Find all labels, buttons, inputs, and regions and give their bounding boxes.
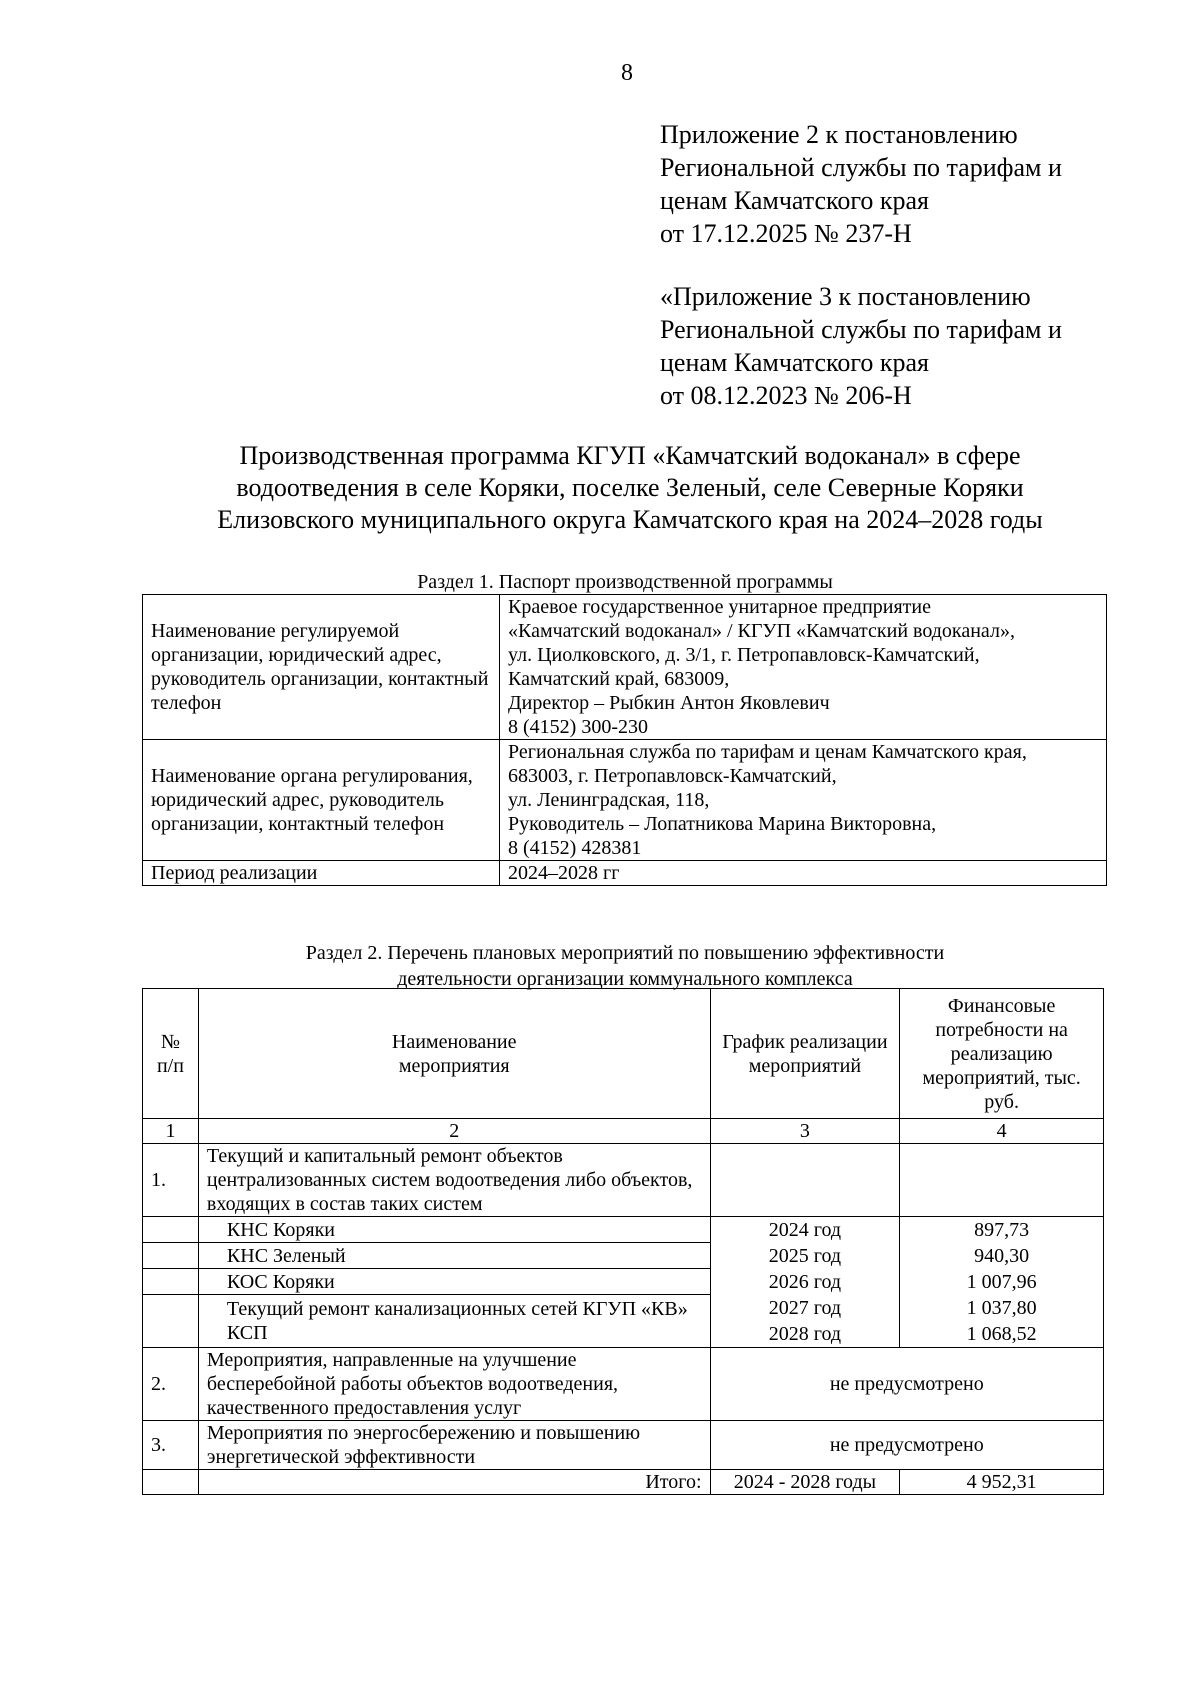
schedule-year: 2026 год [768,1271,842,1293]
item-note: не предусмотрено [710,1421,1103,1470]
passport-value-line: Руководитель – Лопатникова Марина Викторовна, [508,813,937,835]
column-number: 4 [900,1119,1104,1144]
appendix-header-line: от 17.12.2025 № 237-Н [660,219,912,248]
table-row [143,1421,1104,1470]
passport-value-line: 2024–2028 гг [508,862,620,884]
total-label: Итого: [198,1470,710,1495]
passport-value-line: 8 (4152) 300-230 [508,716,648,738]
table-row [143,1348,1104,1421]
header-row [143,989,1104,1119]
total-amount: 4 952,31 [900,1470,1104,1495]
appendix-header-line: Приложение 2 к постановлению [660,120,1018,149]
appendix-quote-line: «Приложение 3 к постановлению [660,282,1031,311]
header-name: Наименование мероприятия [198,989,710,1119]
appendix-header [660,118,1062,250]
passport-value-line: Директор – Рыбкин Антон Яковлевич [508,692,830,714]
total-period: 2024 - 2028 годы [710,1470,900,1495]
passport-value [500,595,1107,740]
appendix-quote [660,280,1062,412]
sub-item: КОС Коряки [198,1269,710,1295]
passport-row [143,595,1107,740]
passport-row [143,740,1107,861]
item-name: Текущий и капитальный ремонт объектов централизованных систем водоотведения либо объектов, входящих в состав таких систем [198,1144,710,1217]
item-number: 1. [143,1144,199,1217]
passport-value-line: Камчатский край, 683009, [508,668,730,690]
passport-value-line: Региональная служба по тарифам и ценам Камчатского края, [508,741,1027,763]
finance-amounts [900,1217,1104,1348]
finance-amount: 940,30 [974,1245,1030,1267]
page-number: 8 [621,60,633,86]
passport-row [143,861,1107,886]
measures-table [142,988,1104,1495]
section2-caption [142,940,1108,992]
passport-table [142,594,1107,886]
schedule-year: 2027 год [768,1297,842,1319]
column-number-row [143,1119,1104,1144]
schedule-year: 2025 год [768,1245,842,1267]
finance-amount: 1 007,96 [966,1271,1037,1293]
appendix-quote-line: Региональной службы по тарифам и [660,315,1062,344]
finance-amount: 897,73 [974,1219,1030,1241]
passport-value-line: Краевое государственное унитарное предприятие [508,596,931,618]
appendix-quote-line: от 08.12.2023 № 206-Н [660,381,912,410]
item-name: Мероприятия по энергосбережению и повышению энергетической эффективности [198,1421,710,1470]
passport-value-line: 683003, г. Петропавловск-Камчатский, [508,765,837,787]
item-note: не предусмотрено [710,1348,1103,1421]
header-num: № п/п [143,989,199,1119]
document-title [150,440,1110,536]
document-title-line: Елизовского муниципального округа Камчатского края на 2024–2028 годы [217,505,1043,534]
appendix-quote-line: ценам Камчатского края [660,348,929,377]
total-row [143,1470,1104,1495]
column-number: 1 [143,1119,199,1144]
header-finance: Финансовые потребности на реализацию мероприятий, тыс. руб. [900,989,1104,1119]
section2-caption-line: деятельности организации коммунального комплекса [397,968,853,990]
finance-amount: 1 037,80 [966,1297,1037,1319]
finance-amount: 1 068,52 [966,1323,1037,1345]
section1-caption: Раздел 1. Паспорт производственной программы [417,571,833,593]
schedule-year: 2028 год [768,1323,842,1345]
document-title-line: водоотведения в селе Коряки, поселке Зеленый, селе Северные Коряки [236,473,1024,502]
header-schedule: График реализации мероприятий [710,989,900,1119]
item-number: 2. [143,1348,199,1421]
passport-value-line: ул. Циолковского, д. 3/1, г. Петропавловск-Камчатский, [508,644,980,666]
passport-value-line: 8 (4152) 428381 [508,837,642,859]
passport-label: Период реализации [143,861,500,886]
passport-label: Наименование органа регулирования, юридический адрес, руководитель организации, контактный телефон [143,740,500,861]
passport-label: Наименование регулируемой организации, юридический адрес, руководитель организации, контактный телефон [143,595,500,740]
sub-item: Текущий ремонт канализационных сетей КГУП «КВ» КСП [198,1295,710,1348]
column-number: 3 [710,1119,900,1144]
passport-value [500,740,1107,861]
passport-value [500,861,1107,886]
sub-row [143,1217,1104,1243]
appendix-header-line: ценам Камчатского края [660,186,929,215]
column-number: 2 [198,1119,710,1144]
document-title-line: Производственная программа КГУП «Камчатский водоканал» в сфере [239,441,1021,470]
schedule-year: 2024 год [768,1219,842,1241]
section2-caption-line: Раздел 2. Перечень плановых мероприятий по повышению эффективности [305,942,945,964]
item-name: Мероприятия, направленные на улучшение бесперебойной работы объектов водоотведения, качественного предоставления услуг [198,1348,710,1421]
passport-value-line: ул. Ленинградская, 118, [508,789,710,811]
sub-item: КНС Коряки [198,1217,710,1243]
appendix-header-line: Региональной службы по тарифам и [660,153,1062,182]
table-row [143,1144,1104,1217]
sub-item: КНС Зеленый [198,1243,710,1269]
passport-value-line: «Камчатский водоканал» / КГУП «Камчатский водоканал», [508,620,1015,642]
schedule-years [710,1217,900,1348]
item-number: 3. [143,1421,199,1470]
